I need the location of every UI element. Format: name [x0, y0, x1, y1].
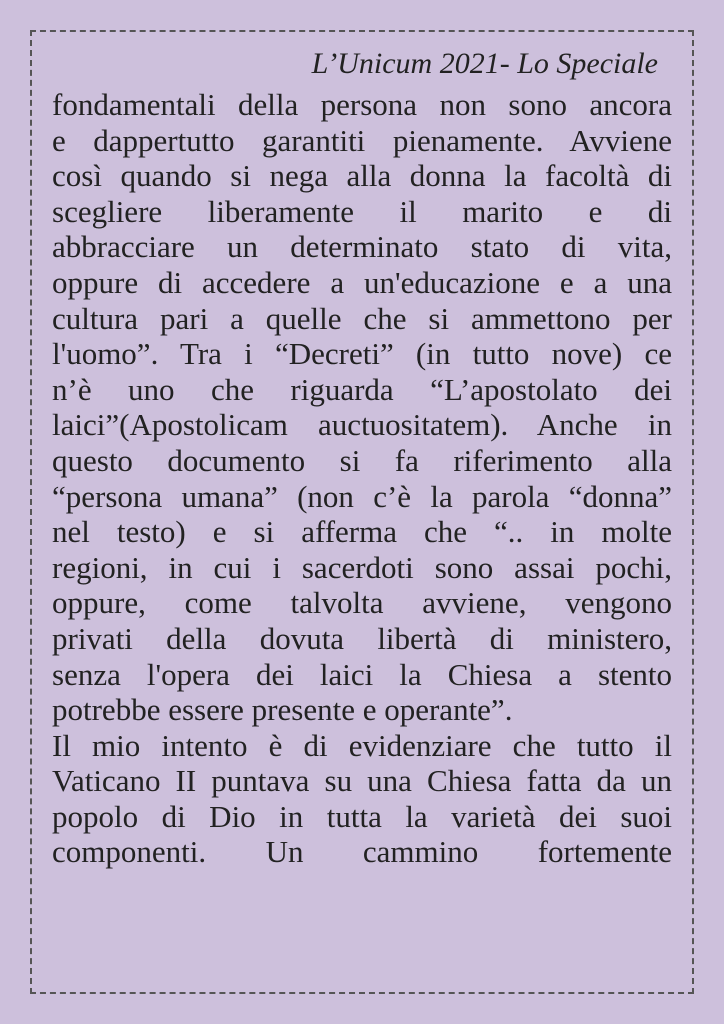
text-line: abbracciare un determinato stato di vita, [52, 229, 672, 265]
text-line: n’è uno che riguarda “L’apostolato dei [52, 371, 672, 407]
text-line: laici”(Apostolicam auctuositatem). Anche in [52, 407, 672, 443]
text-line: così quando si nega alla donna la facoltà di [52, 158, 672, 194]
text-line: cultura pari a quelle che si ammettono per [52, 300, 672, 336]
text-line: popolo di Dio in tutta la varietà dei suoi [52, 798, 672, 834]
text-line: regioni, in cui i sacerdoti sono assai pochi, [52, 549, 672, 585]
text-line: Il mio intento è di evidenziare che tutto il [52, 727, 672, 763]
text-line: privati della dovuta libertà di ministero, [52, 620, 672, 656]
body-text [52, 87, 672, 870]
text-line: scegliere liberamente il marito e di [52, 193, 672, 229]
running-header: L’Unicum 2021- Lo Speciale [311, 47, 658, 80]
text-line: nel testo) e si afferma che “.. in molte [52, 514, 672, 550]
text-line: oppure, come talvolta avviene, vengono [52, 585, 672, 621]
text-line: componenti. Un cammino fortemente [52, 834, 672, 870]
text-line: e dappertutto garantiti pienamente. Avviene [52, 122, 672, 158]
text-line: potrebbe essere presente e operante”. [52, 692, 513, 728]
text-line: oppure di accedere a un'educazione e a una [52, 264, 672, 300]
text-line: fondamentali della persona non sono ancora [52, 87, 672, 122]
text-line: questo documento si fa riferimento alla [52, 442, 672, 478]
text-line: “persona umana” (non c’è la parola “donna” [52, 478, 672, 514]
text-line: senza l'opera dei laici la Chiesa a stento [52, 656, 672, 692]
text-line: l'uomo”. Tra i “Decreti” (in tutto nove) ce [52, 336, 672, 372]
text-line: Vaticano II puntava su una Chiesa fatta da un [52, 763, 672, 799]
